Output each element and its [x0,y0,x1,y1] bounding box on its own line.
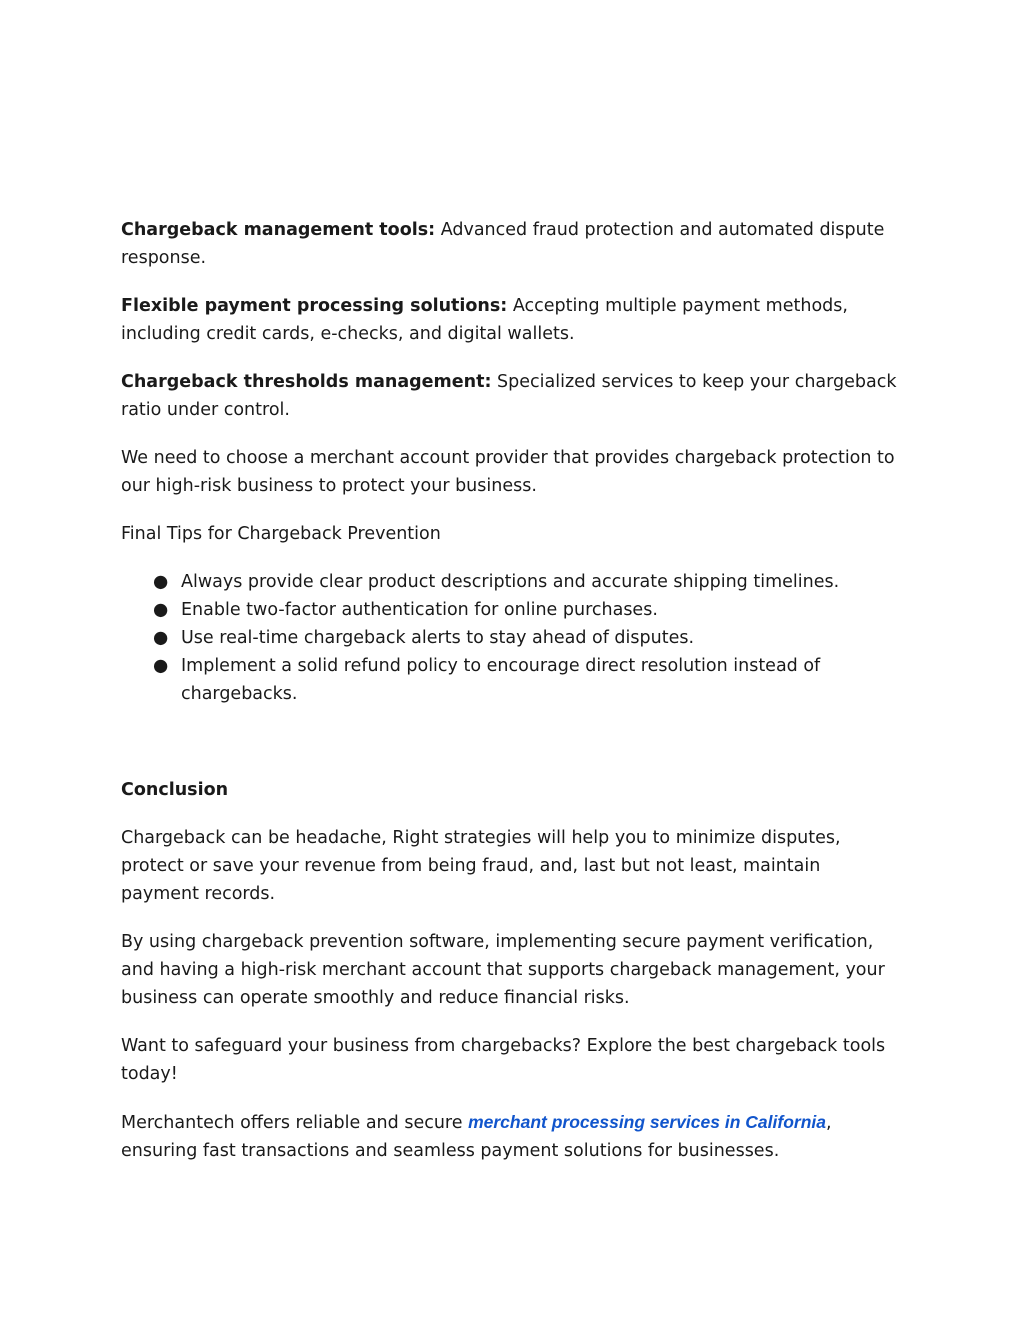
document-body [121,216,901,1185]
list-item-text: Use real-time chargeback alerts to stay ahead of disputes. [181,628,695,648]
feature-title: Chargeback management tools: [121,220,436,240]
feature-text: Advanced fraud protection and automated dispute response. [121,220,885,268]
list-item-text: Always provide clear product descriptions and accurate shipping timelines. [181,572,840,592]
closing-text-after: , ensuring fast transactions and seamless payment solutions for businesses. [121,1113,832,1161]
feature-paragraph [121,292,901,348]
conclusion-heading-text: Conclusion [121,780,229,800]
feature-paragraph [121,216,901,272]
conclusion-heading [121,776,901,804]
feature-paragraph [121,368,901,424]
bullet-icon: ● [153,600,169,620]
provider-paragraph: We need to choose a merchant account provider that provides chargeback protection to our high-risk business to protect your business. [121,448,895,496]
feature-text: Specialized services to keep your chargeback ratio under control. [121,372,897,420]
closing-paragraph [121,1108,901,1165]
list-item [121,624,901,652]
list-item [121,596,901,624]
tips-list [121,568,901,708]
conclusion-paragraph: By using chargeback prevention software, implementing secure payment verification, and having a high-risk merchant account that supports chargeback management, your business can operate smoothly and reduce financial risks. [121,932,885,1008]
feature-text: Accepting multiple payment methods, including credit cards, e-checks, and digital wallets. [121,296,848,344]
feature-title: Flexible payment processing solutions: [121,296,508,316]
bullet-icon: ● [153,628,169,648]
list-item [121,568,901,596]
list-item-text: Enable two-factor authentication for online purchases. [181,600,658,620]
closing-text-before: Merchantech offers reliable and secure [121,1113,469,1133]
list-item [121,652,901,708]
merchant-services-link[interactable]: merchant processing services in California [468,1112,826,1132]
feature-title: Chargeback thresholds management: [121,372,492,392]
bullet-icon: ● [153,656,169,676]
conclusion-paragraph: Want to safeguard your business from chargebacks? Explore the best chargeback tools today! [121,1036,886,1084]
section-spacer [121,728,901,776]
list-item-text: Implement a solid refund policy to encourage direct resolution instead of chargebacks. [181,656,821,704]
tips-heading: Final Tips for Chargeback Prevention [121,524,441,544]
bullet-icon: ● [153,572,169,592]
conclusion-paragraph: Chargeback can be headache, Right strategies will help you to minimize disputes, protect or save your revenue from being fraud, and, last but not least, maintain payment records. [121,828,841,904]
